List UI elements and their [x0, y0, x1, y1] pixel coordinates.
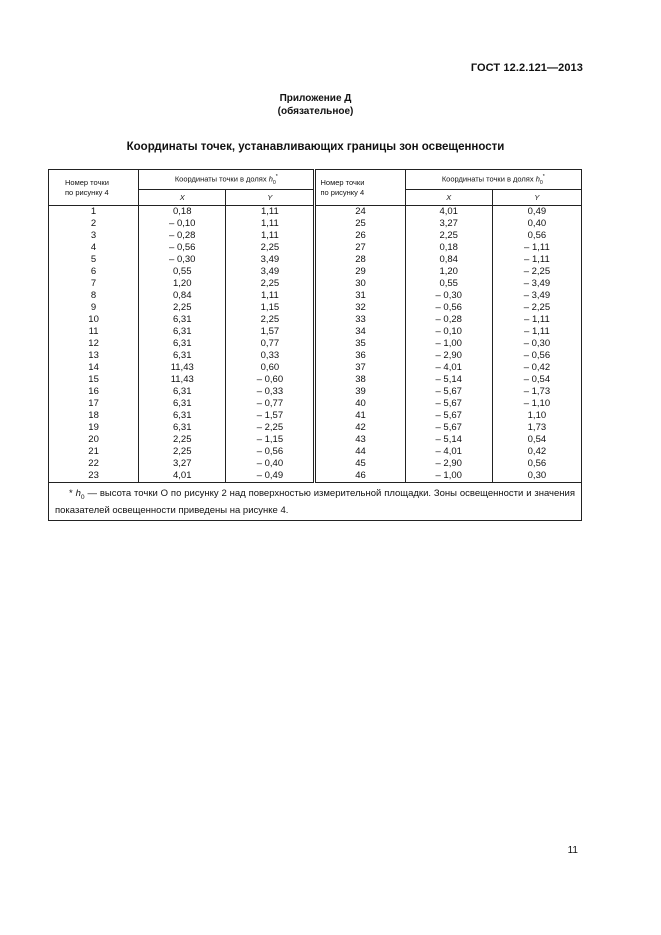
cell-point-right: 39: [315, 386, 405, 398]
header-point-number-left: Номер точки по рисунку 4: [49, 170, 139, 206]
cell-x-left: 11,43: [139, 362, 226, 374]
header-y-left: Y: [226, 190, 315, 206]
table-row: [49, 398, 582, 410]
cell-y-left: – 0,49: [226, 470, 315, 483]
cell-y-right: 0,30: [492, 470, 581, 483]
cell-x-right: 0,84: [405, 254, 492, 266]
cell-y-left: 0,33: [226, 350, 315, 362]
table-row: [49, 350, 582, 362]
appendix-heading: [0, 92, 631, 118]
cell-x-right: – 5,14: [405, 434, 492, 446]
cell-y-right: – 1,11: [492, 314, 581, 326]
cell-y-left: 3,49: [226, 254, 315, 266]
cell-y-left: 1,11: [226, 206, 315, 219]
table-row: [49, 266, 582, 278]
cell-y-left: 0,60: [226, 362, 315, 374]
table-row: [49, 362, 582, 374]
cell-point-left: 5: [49, 254, 139, 266]
cell-y-right: 0,49: [492, 206, 581, 219]
cell-point-right: 33: [315, 314, 405, 326]
cell-point-left: 21: [49, 446, 139, 458]
cell-point-right: 30: [315, 278, 405, 290]
cell-y-right: 0,42: [492, 446, 581, 458]
cell-x-left: 2,25: [139, 302, 226, 314]
cell-x-right: – 0,10: [405, 326, 492, 338]
cell-x-left: 6,31: [139, 350, 226, 362]
cell-point-right: 45: [315, 458, 405, 470]
cell-y-left: 2,25: [226, 242, 315, 254]
cell-x-right: 1,20: [405, 266, 492, 278]
cell-point-left: 10: [49, 314, 139, 326]
cell-y-right: 0,56: [492, 230, 581, 242]
cell-point-right: 38: [315, 374, 405, 386]
cell-point-left: 17: [49, 398, 139, 410]
cell-point-left: 8: [49, 290, 139, 302]
cell-y-right: – 0,56: [492, 350, 581, 362]
document-title: Координаты точек, устанавливающих границы зон освещенности: [126, 141, 505, 153]
cell-y-right: – 3,49: [492, 290, 581, 302]
table-row: [49, 206, 582, 219]
cell-y-right: 0,40: [492, 218, 581, 230]
cell-point-left: 12: [49, 338, 139, 350]
standard-code: ГОСТ 12.2.121—2013: [470, 62, 583, 74]
cell-point-left: 11: [49, 326, 139, 338]
cell-point-right: 28: [315, 254, 405, 266]
cell-y-right: – 0,42: [492, 362, 581, 374]
cell-x-right: 0,18: [405, 242, 492, 254]
cell-point-right: 34: [315, 326, 405, 338]
cell-x-left: 6,31: [139, 422, 226, 434]
cell-x-right: 3,27: [405, 218, 492, 230]
cell-y-left: – 0,60: [226, 374, 315, 386]
cell-y-left: – 0,33: [226, 386, 315, 398]
cell-y-left: – 0,56: [226, 446, 315, 458]
cell-x-left: 0,84: [139, 290, 226, 302]
cell-x-left: 2,25: [139, 434, 226, 446]
table-row: [49, 422, 582, 434]
cell-point-right: 31: [315, 290, 405, 302]
cell-y-right: 0,56: [492, 458, 581, 470]
cell-y-left: – 0,40: [226, 458, 315, 470]
cell-point-left: 9: [49, 302, 139, 314]
table-row: [49, 374, 582, 386]
table-row: [49, 338, 582, 350]
cell-point-right: 41: [315, 410, 405, 422]
table-row: [49, 386, 582, 398]
table-row: [49, 314, 582, 326]
cell-point-right: 35: [315, 338, 405, 350]
cell-y-left: 3,49: [226, 266, 315, 278]
cell-y-right: 1,10: [492, 410, 581, 422]
cell-point-left: 18: [49, 410, 139, 422]
cell-y-left: 2,25: [226, 314, 315, 326]
table-row: [49, 458, 582, 470]
cell-x-left: – 0,28: [139, 230, 226, 242]
cell-y-left: 1,11: [226, 290, 315, 302]
cell-x-right: – 1,00: [405, 470, 492, 483]
cell-y-left: – 1,15: [226, 434, 315, 446]
cell-y-right: – 1,73: [492, 386, 581, 398]
cell-y-right: – 0,30: [492, 338, 581, 350]
cell-x-left: 1,20: [139, 278, 226, 290]
cell-point-left: 4: [49, 242, 139, 254]
cell-point-left: 7: [49, 278, 139, 290]
cell-x-right: 0,55: [405, 278, 492, 290]
cell-y-left: 0,77: [226, 338, 315, 350]
header-coords-right: Координаты точки в долях $h_0^*$: [405, 170, 581, 190]
cell-y-left: 1,11: [226, 218, 315, 230]
cell-point-right: 36: [315, 350, 405, 362]
cell-x-right: 2,25: [405, 230, 492, 242]
cell-point-right: 26: [315, 230, 405, 242]
cell-x-left: 6,31: [139, 398, 226, 410]
appendix-title: Приложение Д: [279, 93, 352, 104]
cell-x-right: – 5,67: [405, 398, 492, 410]
cell-y-right: – 2,25: [492, 266, 581, 278]
header-point-number-right: Номер точки по рисунку 4: [315, 170, 405, 206]
cell-y-left: 2,25: [226, 278, 315, 290]
cell-x-right: – 0,28: [405, 314, 492, 326]
table-row: [49, 242, 582, 254]
coordinates-table-container: [48, 169, 582, 521]
cell-x-right: 4,01: [405, 206, 492, 219]
cell-y-left: – 1,57: [226, 410, 315, 422]
cell-point-right: 43: [315, 434, 405, 446]
table-row: [49, 434, 582, 446]
cell-x-left: 6,31: [139, 326, 226, 338]
cell-y-right: – 1,11: [492, 254, 581, 266]
cell-x-left: 0,18: [139, 206, 226, 219]
coordinates-table: [48, 169, 582, 483]
cell-y-right: – 0,54: [492, 374, 581, 386]
cell-point-left: 22: [49, 458, 139, 470]
cell-point-right: 32: [315, 302, 405, 314]
cell-y-right: 0,54: [492, 434, 581, 446]
cell-point-right: 25: [315, 218, 405, 230]
cell-x-right: – 1,00: [405, 338, 492, 350]
cell-x-left: 11,43: [139, 374, 226, 386]
cell-y-right: – 3,49: [492, 278, 581, 290]
table-row: [49, 230, 582, 242]
cell-x-left: 4,01: [139, 470, 226, 483]
cell-point-left: 19: [49, 422, 139, 434]
cell-point-right: 40: [315, 398, 405, 410]
cell-y-right: 1,73: [492, 422, 581, 434]
cell-x-left: 6,31: [139, 314, 226, 326]
header-x-left: X: [139, 190, 226, 206]
cell-point-right: 46: [315, 470, 405, 483]
cell-point-left: 13: [49, 350, 139, 362]
table-row: [49, 302, 582, 314]
cell-x-right: – 0,30: [405, 290, 492, 302]
table-row: [49, 410, 582, 422]
cell-x-right: – 2,90: [405, 350, 492, 362]
cell-x-left: 6,31: [139, 338, 226, 350]
table-body: [49, 206, 582, 483]
cell-point-left: 3: [49, 230, 139, 242]
cell-x-right: – 5,14: [405, 374, 492, 386]
cell-y-left: – 2,25: [226, 422, 315, 434]
header-coords-left: Координаты точки в долях $h_0^*$: [139, 170, 315, 190]
table-row: [49, 446, 582, 458]
cell-x-right: – 0,56: [405, 302, 492, 314]
cell-point-right: 44: [315, 446, 405, 458]
cell-x-right: – 4,01: [405, 446, 492, 458]
cell-x-right: – 2,90: [405, 458, 492, 470]
cell-point-left: 1: [49, 206, 139, 219]
cell-x-right: – 4,01: [405, 362, 492, 374]
table-row: [49, 470, 582, 483]
cell-y-left: – 0,77: [226, 398, 315, 410]
cell-point-right: 29: [315, 266, 405, 278]
cell-x-left: – 0,56: [139, 242, 226, 254]
cell-point-left: 20: [49, 434, 139, 446]
cell-x-right: – 5,67: [405, 386, 492, 398]
cell-y-right: – 1,10: [492, 398, 581, 410]
cell-x-left: – 0,30: [139, 254, 226, 266]
table-row: [49, 218, 582, 230]
cell-y-right: – 1,11: [492, 326, 581, 338]
cell-point-left: 16: [49, 386, 139, 398]
appendix-status: (обязательное): [277, 106, 354, 117]
cell-x-left: 2,25: [139, 446, 226, 458]
cell-y-left: 1,11: [226, 230, 315, 242]
cell-point-right: 37: [315, 362, 405, 374]
table-row: [49, 290, 582, 302]
cell-point-left: 23: [49, 470, 139, 483]
header-x-right: X: [405, 190, 492, 206]
table-row: [49, 278, 582, 290]
cell-point-left: 6: [49, 266, 139, 278]
table-row: [49, 326, 582, 338]
cell-y-right: – 1,11: [492, 242, 581, 254]
cell-x-left: 3,27: [139, 458, 226, 470]
cell-x-left: 0,55: [139, 266, 226, 278]
cell-x-right: – 5,67: [405, 422, 492, 434]
cell-point-right: 42: [315, 422, 405, 434]
table-row: [49, 254, 582, 266]
cell-x-left: 6,31: [139, 410, 226, 422]
cell-y-left: 1,15: [226, 302, 315, 314]
cell-x-left: – 0,10: [139, 218, 226, 230]
cell-y-left: 1,57: [226, 326, 315, 338]
cell-y-right: – 2,25: [492, 302, 581, 314]
header-y-right: Y: [492, 190, 581, 206]
cell-x-right: – 5,67: [405, 410, 492, 422]
cell-point-left: 15: [49, 374, 139, 386]
cell-point-right: 27: [315, 242, 405, 254]
cell-point-right: 24: [315, 206, 405, 219]
cell-point-left: 14: [49, 362, 139, 374]
page-number: 11: [567, 845, 578, 856]
cell-x-left: 6,31: [139, 386, 226, 398]
table-footnote: * $h_0$ — высота точки О по рисунку 2 над поверхностью измерительной площадки. Зоны освещенности и значения показателей освещенности приведены на рисунке 4.: [48, 483, 582, 521]
cell-point-left: 2: [49, 218, 139, 230]
